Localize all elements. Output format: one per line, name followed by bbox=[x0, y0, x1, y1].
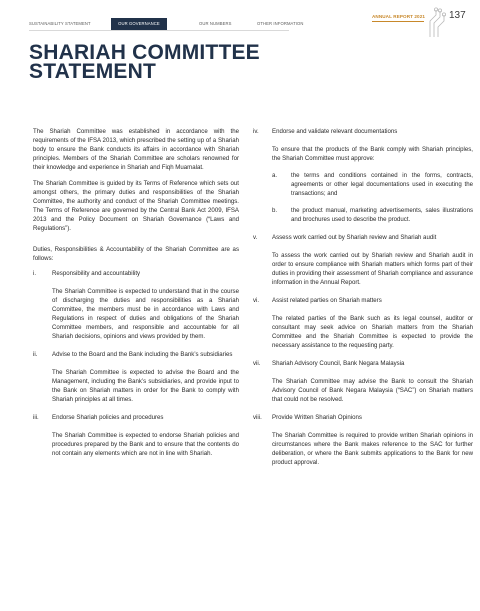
duty-number: v. bbox=[253, 234, 258, 241]
circuit-decoration-icon bbox=[424, 7, 452, 37]
right-column bbox=[253, 127, 473, 476]
nav-tab-other-information[interactable]: OTHER INFORMATION bbox=[257, 21, 304, 26]
duty-number: iii. bbox=[33, 414, 39, 421]
duty-body: To assess the work carried out by Shariah review and Shariah audit in order to ensure compliance with Shariah matters which forms part of their duties in providing their assessment of Shariah compliance and assurance information in the Annual Report. bbox=[272, 252, 473, 286]
page-title-line-1: SHARIAH COMMITTEE bbox=[29, 41, 260, 64]
report-underline bbox=[372, 21, 424, 22]
sub-item bbox=[272, 206, 473, 224]
duty-item bbox=[253, 413, 473, 467]
duty-item bbox=[33, 350, 239, 404]
duty-number: vii. bbox=[253, 360, 261, 367]
duty-number: iv. bbox=[253, 128, 259, 135]
duty-heading: Responsibility and accountability bbox=[52, 270, 141, 277]
page-title bbox=[29, 43, 329, 81]
duty-item bbox=[253, 296, 473, 350]
duty-heading: Assess work carried out by Shariah review and Shariah audit bbox=[272, 234, 437, 241]
duty-body: To ensure that the products of the Bank comply with Shariah principles, the Shariah Committee must approve: bbox=[272, 146, 473, 162]
intro-paragraph: The Shariah Committee was established in accordance with the requirements of the IFSA 2013, which prescribed the setting up of a Shariah body to ensure the Bank conducts its affairs in accordance with Shariah principles. Members of the Shariah Committee are scholars renowned for their knowledge and experience in Shariah and Fiqh Muamalat. bbox=[33, 128, 239, 171]
sub-item bbox=[272, 171, 473, 198]
sub-item-text: the product manual, marketing advertisements, sales illustrations and brochures used to describe the product. bbox=[291, 207, 473, 223]
nav-tab-our-numbers[interactable]: OUR NUMBERS bbox=[199, 21, 232, 26]
duty-item bbox=[253, 233, 473, 287]
duty-body: The Shariah Committee is expected to endorse Shariah policies and procedures prepared by the Bank and to ensure that the contents do not contain any elements which are not in line with Shariah. bbox=[52, 432, 239, 457]
duty-heading: Endorse and validate relevant documentations bbox=[272, 128, 398, 135]
duty-number: i. bbox=[33, 270, 37, 277]
duty-heading: Endorse Shariah policies and procedures bbox=[52, 414, 164, 421]
duty-body: The Shariah Committee is expected to advise the Board and the Management, including the Bank’s subsidiaries, and provide input to the Bank on Shariah matters in order for the Bank to comply with Shariah principles at all times. bbox=[52, 369, 239, 403]
duty-item bbox=[33, 413, 239, 458]
duty-item bbox=[33, 269, 239, 341]
duties-heading: Duties, Responsibilities & Accountability of the Shariah Committee are as follows: bbox=[33, 246, 239, 262]
sub-item-letter: a. bbox=[272, 172, 278, 179]
duty-body: The Shariah Committee is expected to understand that in the course of discharging the duties and responsibilities as a Shariah Committee, the members must be in accordance with Laws and Regulations in respect of duties and obligations of the Shariah Committee members, and responsible and accountable for all Shariah decisions, opinions and views provided by them. bbox=[52, 288, 239, 340]
terms-of-reference-paragraph: The Shariah Committee is guided by its Terms of Reference which sets out amongst others, the primary duties and responsibilities of the Shariah Committee, the authority and conduct of the Shariah Committee meetings. The Terms of Reference are governed by the Central Bank Act 2009, IFSA 2013 and the Policy Document on Shariah Governance (“Laws and Regulations”). bbox=[33, 180, 239, 232]
duty-number: vi. bbox=[253, 297, 260, 304]
duty-heading: Provide Written Shariah Opinions bbox=[272, 414, 362, 421]
left-column bbox=[33, 127, 239, 467]
nav-tab-our-governance[interactable]: OUR GOVERNANCE bbox=[111, 18, 167, 30]
duty-item bbox=[253, 127, 473, 224]
duty-heading: Shariah Advisory Council, Bank Negara Malaysia bbox=[272, 360, 405, 367]
page-number: 137 bbox=[449, 10, 466, 21]
page-title-line-2: STATEMENT bbox=[29, 60, 157, 83]
nav-tab-sustainability-statement[interactable]: SUSTAINABILITY STATEMENT bbox=[29, 21, 91, 26]
report-label: ANNUAL REPORT 2021 bbox=[372, 14, 426, 19]
duty-number: ii. bbox=[33, 351, 38, 358]
nav-divider bbox=[29, 30, 289, 31]
duty-heading: Assist related parties on Shariah matters bbox=[272, 297, 382, 304]
duty-item bbox=[253, 359, 473, 404]
sub-item-letter: b. bbox=[272, 207, 278, 214]
duty-body: The related parties of the Bank such as its legal counsel, auditor or consultant may seek advice on Shariah matters from the Shariah Committee and the Shariah Committee is expected to provide the necessary assistance to the requesting party. bbox=[272, 315, 473, 349]
duty-body: The Shariah Committee is required to provide written Shariah opinions in circumstances where the Bank makes reference to the SAC for further deliberation, or where the Bank submits applications to the Bank for new product approval. bbox=[272, 432, 473, 466]
top-navigation bbox=[29, 18, 304, 30]
sub-item-text: the terms and conditions contained in the forms, contracts, agreements or other legal documentations used in executing the transactions; and bbox=[291, 172, 473, 197]
duty-body: The Shariah Committee may advise the Bank to consult the Shariah Advisory Council of Bank Negara Malaysia (“SAC”) on Shariah matters that could not be resolved. bbox=[272, 378, 473, 403]
duty-heading: Advise to the Board and the Bank including the Bank’s subsidiaries bbox=[52, 351, 233, 358]
duty-number: viii. bbox=[253, 414, 262, 421]
